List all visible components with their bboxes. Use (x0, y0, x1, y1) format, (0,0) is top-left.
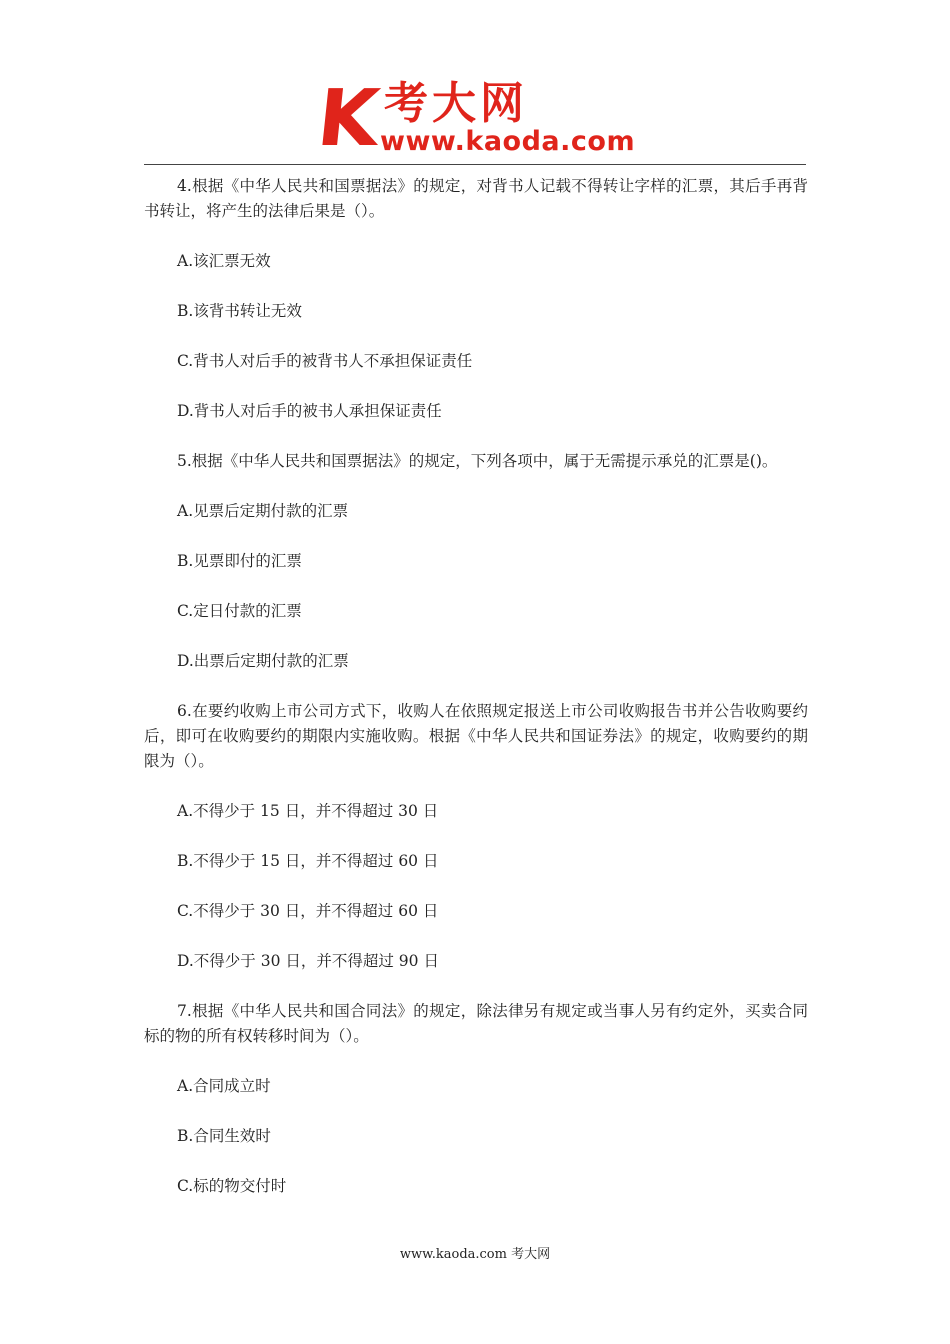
option-item: C.不得少于 30 日，并不得超过 60 日 (177, 902, 439, 920)
option-item: C.定日付款的汇票 (177, 602, 302, 620)
option-item: A.该汇票无效 (177, 252, 271, 270)
page-header (144, 74, 806, 168)
logo-url: www.kaoda.com (380, 126, 636, 157)
question-text: 4.根据《中华人民共和国票据法》的规定，对背书人记载不得转让字样的汇票，其后手再背书转让，将产生的法律后果是（）。 (144, 177, 808, 220)
question-text: 7.根据《中华人民共和国合同法》的规定，除法律另有规定或当事人另有约定外，买卖合同标的物的所有权转移时间为（）。 (144, 1002, 808, 1045)
option-item: C.背书人对后手的被背书人不承担保证责任 (177, 352, 473, 370)
kaoda-logo[interactable] (313, 74, 638, 164)
page-footer: www.kaoda.com 考大网 (399, 1247, 551, 1262)
option-item: A.不得少于 15 日，并不得超过 30 日 (177, 802, 439, 820)
option-item: A.见票后定期付款的汇票 (177, 502, 349, 520)
logo-chinese-name: 考大网 (384, 78, 528, 129)
option-item: D.出票后定期付款的汇票 (177, 652, 349, 670)
question-text: 5.根据《中华人民共和国票据法》的规定，下列各项中，属于无需提示承兑的汇票是()。 (177, 452, 778, 470)
header-divider (144, 164, 806, 165)
option-item: B.该背书转让无效 (177, 302, 302, 320)
option-item: B.合同生效时 (177, 1127, 271, 1145)
option-item: B.见票即付的汇票 (177, 552, 302, 570)
option-item: B.不得少于 15 日，并不得超过 60 日 (177, 852, 439, 870)
option-item: A.合同成立时 (177, 1077, 271, 1095)
question-text: 6.在要约收购上市公司方式下，收购人在依照规定报送上市公司收购报告书并公告收购要约后，即可在收购要约的期限内实施收购。根据《中华人民共和国证券法》的规定，收购要约的期限为（）。 (144, 702, 808, 770)
option-item: D.不得少于 30 日，并不得超过 90 日 (177, 952, 439, 970)
document-body (144, 174, 808, 1224)
option-item: D.背书人对后手的被书人承担保证责任 (177, 402, 442, 420)
option-item: C.标的物交付时 (177, 1177, 287, 1195)
logo-k-mark: K (313, 74, 384, 164)
